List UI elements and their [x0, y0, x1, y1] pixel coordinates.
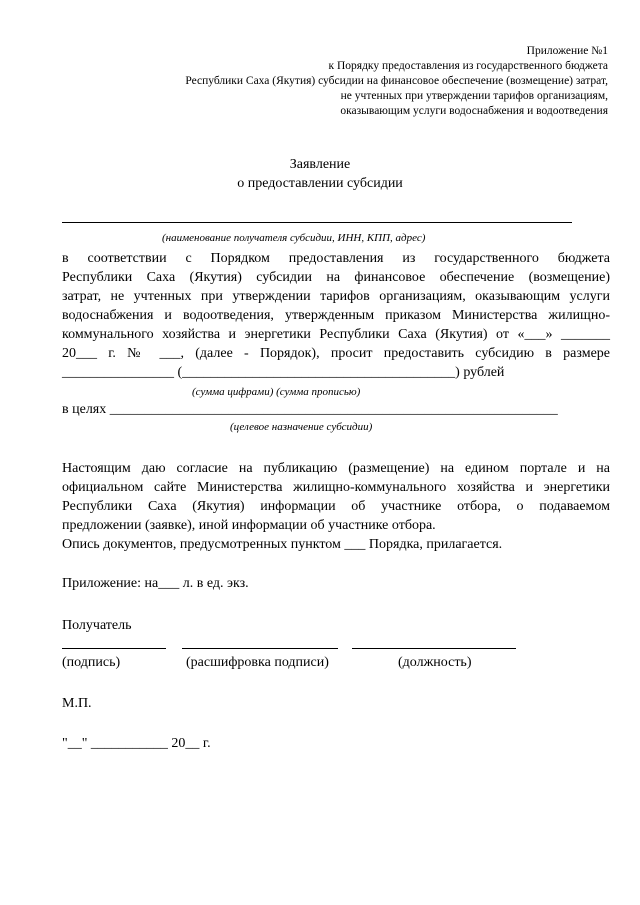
request-line-2: Республики Саха (Якутия) субсидии на финансовое обеспечение (возмещение)	[62, 270, 610, 285]
request-line-3: затрат, не учтенных при утверждении тарифов организациям, оказывающим услуги	[62, 289, 610, 304]
appendix-line-5: оказывающим услуги водоснабжения и водоотведения	[340, 105, 608, 117]
consent-line-1: Настоящим даю согласие на публикацию (размещение) на едином портале и на	[62, 461, 610, 476]
request-line-5: коммунального хозяйства и энергетики Республики Саха (Якутия) от «___» _______	[62, 327, 610, 342]
consent-line-3: Республики Саха (Якутия) информации об участнике отбора, о подаваемом	[62, 499, 610, 514]
sum-caption: (сумма цифрами) (сумма прописью)	[192, 386, 361, 398]
signature-decoding-line	[182, 648, 338, 649]
purpose-line: в целях ________________________________________________________________	[62, 402, 558, 417]
request-line-4: водоснабжения и водоотведения, утвержденным приказом Министерства жилищно-	[62, 308, 610, 323]
consent-paragraph	[62, 459, 610, 554]
position-caption: (должность)	[398, 655, 472, 670]
appendix-header	[48, 44, 608, 119]
consent-line-2: официальном сайте Министерства жилищно-коммунального хозяйства и энергетики	[62, 480, 610, 495]
recipient-label: Получатель	[62, 618, 132, 633]
request-paragraph	[62, 249, 610, 382]
signature-caption: (подпись)	[62, 655, 121, 670]
request-line-1: в соответствии с Порядком предоставления из государственного бюджета	[62, 251, 610, 266]
request-line-7: ________________ (_______________________________________) рублей	[62, 365, 505, 380]
appendix-line-2: к Порядку предоставления из государственного бюджета	[328, 60, 608, 72]
document-title: Заявление	[289, 157, 351, 172]
signature-decoding-caption: (расшифровка подписи)	[186, 655, 329, 670]
document-subtitle: о предоставлении субсидии	[237, 176, 403, 191]
recipient-name-line	[62, 222, 572, 223]
consent-line-5: Опись документов, предусмотренных пунктом ___ Порядка, прилагается.	[62, 537, 503, 552]
stamp-label: М.П.	[62, 696, 92, 711]
position-line	[352, 648, 516, 649]
request-line-6: 20___ г. № ___, (далее - Порядок), просит предоставить субсидию в размере	[62, 346, 610, 361]
appendix-line-1: Приложение №1	[526, 45, 608, 57]
consent-line-4: предложении (заявке), иной информации об участнике отбора.	[62, 518, 436, 533]
signature-line	[62, 648, 166, 649]
date-line: "__" ___________ 20__ г.	[62, 736, 211, 751]
purpose-caption: (целевое назначение субсидии)	[230, 421, 373, 433]
recipient-caption: (наименование получателя субсидии, ИНН, КПП, адрес)	[162, 232, 426, 244]
attachment-line: Приложение: на___ л. в ед. экз.	[62, 576, 249, 591]
appendix-line-3: Республики Саха (Якутия) субсидии на финансовое обеспечение (возмещение) затрат,	[185, 75, 608, 87]
appendix-line-4: не учтенных при утверждении тарифов организациям,	[340, 90, 608, 102]
